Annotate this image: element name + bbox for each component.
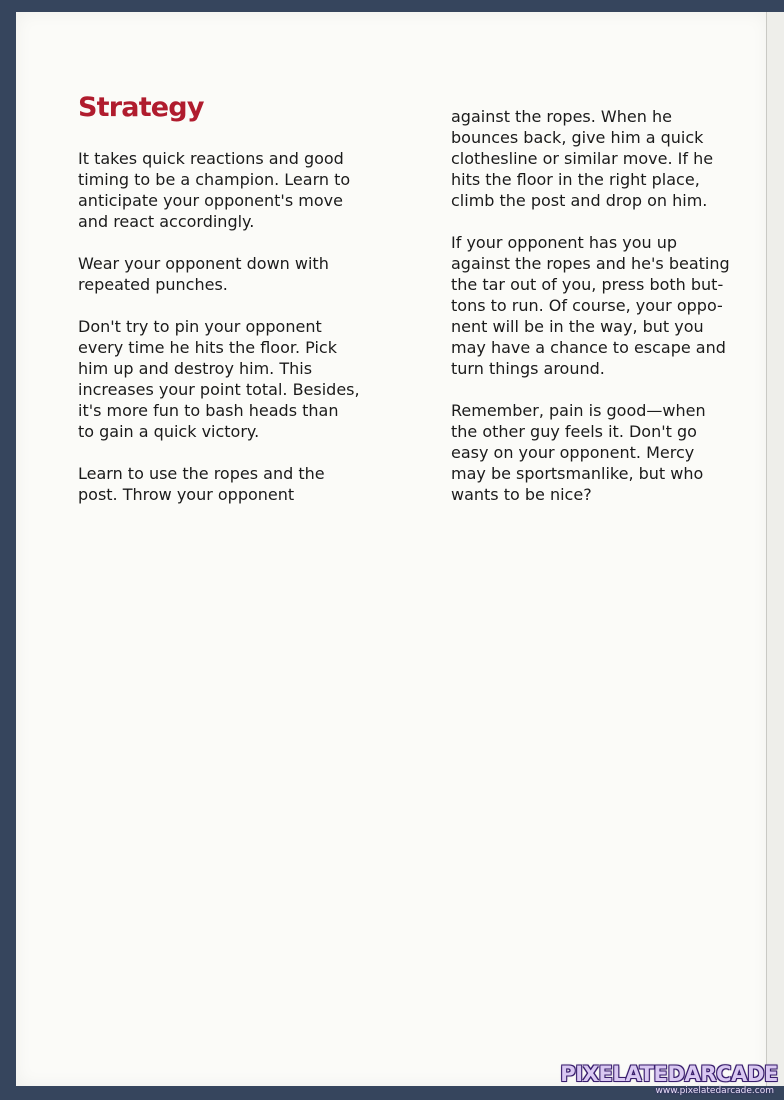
section-heading: Strategy [78,92,204,123]
paragraph: against the ropes. When he bounces back, give him a quick clothesline or similar move. If he hits the floor in the right place, climb the post and drop on him. [451,107,714,210]
right-column [451,106,771,526]
paragraph: Wear your opponent down with repeated punches. [78,254,329,294]
watermark [560,1062,778,1097]
manual-page [16,12,768,1086]
paragraph: It takes quick reactions and good timing to be a champion. Learn to anticipate your opponent's move and react accordingly. [78,149,351,231]
paragraph: Learn to use the ropes and the post. Throw your opponent [78,464,325,504]
watermark-url: www.pixelatedarcade.com [655,1086,774,1096]
paragraph: If your opponent has you up against the ropes and he's beating the tar out of you, press both but- tons to run. Of course, your oppo- nent will be in the way, but you may have a chance to escape and turn things around. [451,233,730,378]
left-column [78,148,398,526]
page-edge [766,12,784,1086]
paragraph: Don't try to pin your opponent every time he hits the floor. Pick him up and destroy him. This increases your point total. Besides, it's more fun to bash heads than to gain a quick victory. [78,317,360,441]
watermark-title: PIXELATEDARCADE [560,1062,778,1086]
paragraph: Remember, pain is good—when the other guy feels it. Don't go easy on your opponent. Mercy may be sportsmanlike, but who wants to be nice? [451,401,706,504]
